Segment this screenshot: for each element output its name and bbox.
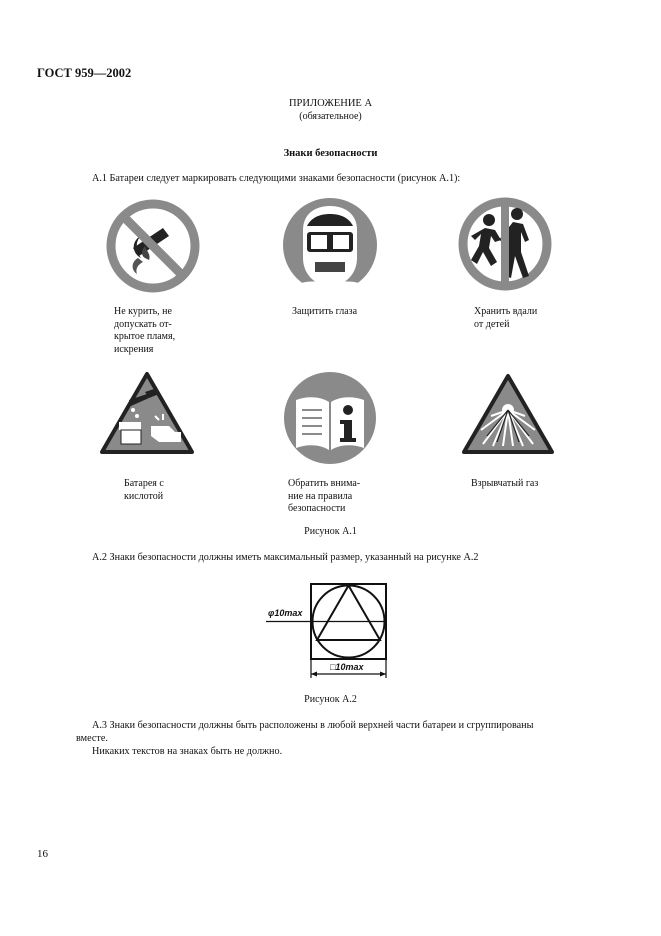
sign-caption-explosive-gas: Взрывчатый газ — [471, 478, 539, 489]
appendix-subtitle: (обязательное) — [299, 111, 362, 122]
paragraph-a4: Никаких текстов на знаках быть не должно. — [92, 746, 283, 757]
no-smoking-icon — [105, 198, 201, 294]
figure2-caption: Рисунок А.2 — [304, 694, 357, 705]
keep-away-children-icon — [457, 196, 553, 292]
sign-caption-no-smoking: Не курить, не допускать от- крытое пламя, искрения — [114, 306, 176, 355]
paragraph-a3: А.3 Знаки безопасности должны быть расположены в любой верхней части батареи и сгруппированы — [92, 720, 534, 731]
paragraph-a2: А.2 Знаки безопасности должны иметь максимальный размер, указанный на рисунке А.2 — [92, 552, 479, 563]
dimension-label-width: □10max — [330, 662, 364, 672]
document-header: ГОСТ 959—2002 — [37, 66, 132, 80]
paragraph-a3-continued: вместе. — [76, 733, 108, 744]
sign-caption-eye-protection: Защитить глаза — [292, 306, 358, 317]
acid-battery-icon — [99, 370, 195, 456]
page-number: 16 — [37, 848, 48, 860]
paragraph-a1: А.1 Батареи следует маркировать следующими знаками безопасности (рисунок А.1): — [92, 173, 461, 184]
sign-caption-acid-battery: Батарея с кислотой — [124, 478, 164, 502]
figure1-caption: Рисунок А.1 — [304, 526, 357, 537]
sign-caption-read-manual: Обратить внима- ние на правила безопасности — [288, 478, 361, 514]
dimension-label-diameter: φ10max — [268, 608, 303, 618]
eye-protection-icon — [281, 196, 379, 294]
sign-caption-keep-away-children: Хранить вдали от детей — [474, 306, 538, 330]
explosive-gas-icon — [461, 372, 555, 456]
appendix-title: ПРИЛОЖЕНИЕ А — [288, 98, 373, 109]
section-title: Знаки безопасности — [283, 148, 378, 159]
read-manual-icon — [282, 370, 378, 466]
